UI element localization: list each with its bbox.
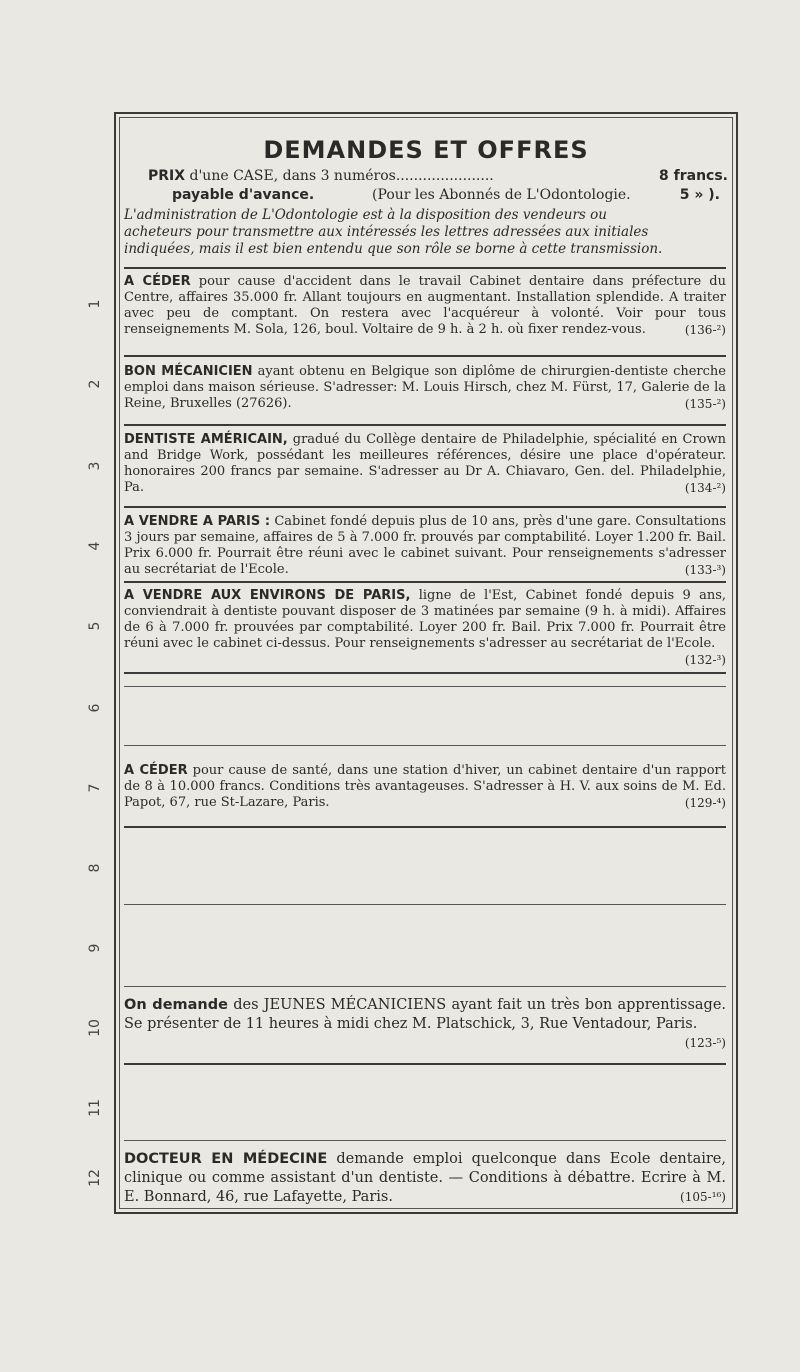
margin-number: 11 <box>87 1099 103 1117</box>
margin-number: 2 <box>87 379 103 389</box>
price-payable: payable d'avance. <box>172 187 315 203</box>
divider <box>124 986 726 987</box>
price-subscribers-note: (Pour les Abonnés de L'Odontologie. <box>372 187 631 203</box>
price-line-1 <box>148 168 728 184</box>
ad-head: DENTISTE AMÉRICAIN, <box>124 432 288 447</box>
margin-number: 5 <box>87 621 103 631</box>
ad-ref: (129-⁴) <box>684 796 726 810</box>
ad-text: demande emploi quelconque dans Ecole dentaire, clinique ou comme assistant d'un dentiste. — Conditions à débattre. Ecrire à M. E. Bonnard, 46, rue Lafayette, Paris. <box>124 1151 726 1205</box>
price-amount: 8 francs. <box>659 168 728 184</box>
margin-number: 3 <box>87 461 103 471</box>
divider <box>124 267 726 269</box>
ad-text: ligne de l'Est, Cabinet fondé depuis 9 ans, conviendrait à dentiste pouvant disposer de 3 matinées par semaine (9 h. à midi). Affaires de 6 à 7.000 fr. prouvées par comptabilité. Loyer 200 fr. Bail. Prix 7.000 fr. Pourrait être réuni avec le cabinet ci-dessus. Pour renseignements s'adresser au secrétariat de l'Ecole. <box>124 588 726 651</box>
ad-ref: (134-²) <box>684 481 726 495</box>
price-label: PRIX <box>148 168 186 184</box>
page-title: DEMANDES ET OFFRES <box>263 136 589 164</box>
ad-ref: (135-²) <box>684 397 726 411</box>
ad-head: A CÉDER <box>124 763 188 778</box>
ad-head: A CÉDER <box>124 274 191 289</box>
ad-a-vendre-paris <box>124 514 726 578</box>
ad-text: Cabinet fondé depuis plus de 10 ans, près d'une gare. Consultations 3 jours par semaine, affaires de 5 à 7.000 fr. prouvés par comptabilité. Loyer 1.200 fr. Bail. Prix 6.000 fr. Pourrait être réuni avec le cabinet suivant. Pour renseignements s'adresser au secrétariat de l'Ecole. <box>124 514 726 577</box>
divider <box>124 424 726 426</box>
ad-text: pour cause d'accident dans le travail Cabinet dentaire dans préfecture du Centre, affaires 35.000 fr. Allant toujours en augmentant. Installation splendide. A traiter avec peu de comptant. On restera avec l'acquéreur à volonté. Voir pour tous renseignements M. Sola, 126, boul. Voltaire de 9 h. à 2 h. où fixer rendez-vous. <box>124 274 726 337</box>
ad-a-ceder-2 <box>124 763 726 811</box>
intro-line: acheteurs pour transmettre aux intéressés les lettres adressées aux initiales <box>124 224 649 240</box>
ad-ref: (133-³) <box>684 563 726 577</box>
margin-number: 8 <box>87 863 103 873</box>
ad-docteur-medecine <box>124 1150 726 1207</box>
ad-text: des JEUNES MÉCANICIENS ayant fait un très bon apprentissage. Se présenter de 11 heures à midi chez M. Platschick, 3, Rue Ventadour, Paris. <box>124 997 727 1032</box>
price-subscribers-amount: 5 » ). <box>679 187 720 203</box>
divider <box>124 904 726 905</box>
ad-ref: (123-⁵) <box>684 1036 726 1050</box>
ad-head: A VENDRE A PARIS : <box>124 514 271 529</box>
margin-number: 1 <box>87 299 103 309</box>
divider <box>124 1140 726 1141</box>
ad-text: pour cause de santé, dans une station d'hiver, un cabinet dentaire d'un rapport de 8 à 10.000 francs. Conditions très avantageuses. S'adresser à H. V. aux soins de M. Ed. Papot, 67, rue St-Lazare, Paris. <box>124 763 726 810</box>
divider <box>124 826 726 828</box>
ad-head: On demande <box>124 997 228 1013</box>
margin-number: 9 <box>87 943 103 953</box>
ad-bon-mecanicien <box>124 364 726 412</box>
margin-number: 10 <box>87 1019 103 1037</box>
divider <box>124 506 726 508</box>
intro-line: indiquées, mais il est bien entendu que son rôle se borne à cette transmission. <box>124 241 663 257</box>
divider <box>124 1063 726 1065</box>
divider <box>124 745 726 746</box>
intro-text <box>124 207 726 258</box>
ad-dentiste-americain <box>124 432 726 496</box>
margin-number: 7 <box>87 783 103 793</box>
ad-ref: (105-¹⁶) <box>680 1190 726 1204</box>
ad-jeunes-mecaniciens <box>124 996 726 1053</box>
margin-number: 6 <box>87 703 103 713</box>
ad-a-ceder-1 <box>124 274 726 338</box>
margin-number: 4 <box>87 541 103 551</box>
ad-ref: (132-³) <box>684 653 726 667</box>
ad-head: A VENDRE AUX ENVIRONS DE PARIS, <box>124 588 411 603</box>
divider <box>124 672 726 674</box>
ad-head: DOCTEUR EN MÉDECINE <box>124 1151 328 1167</box>
price-line-2 <box>172 187 720 203</box>
ad-ref: (136-²) <box>684 323 726 337</box>
divider <box>124 355 726 357</box>
ad-a-vendre-environs <box>124 588 726 668</box>
price-text: d'une CASE, dans 3 numéros...................... <box>189 168 494 184</box>
ad-text: gradué du Collège dentaire de Philadelphie, spécialité en Crown and Bridge Work, possédant les meilleures références, désire une place d'opérateur. honoraires 200 francs par semaine. S'adresser au Dr A. Chiavaro, Gen. del. Philadelphie, Pa. <box>124 432 727 495</box>
divider <box>124 686 726 687</box>
divider <box>124 581 726 583</box>
margin-number: 12 <box>87 1169 103 1187</box>
intro-line: L'administration de L'Odontologie est à la disposition des vendeurs ou <box>124 207 607 223</box>
ad-head: BON MÉCANICIEN <box>124 364 253 379</box>
ad-text: ayant obtenu en Belgique son diplôme de chirurgien-dentiste cherche emploi dans maison sérieuse. S'adresser: M. Louis Hirsch, chez M. Fürst, 17, Galerie de la Reine, Bruxelles (27626). <box>124 364 726 411</box>
